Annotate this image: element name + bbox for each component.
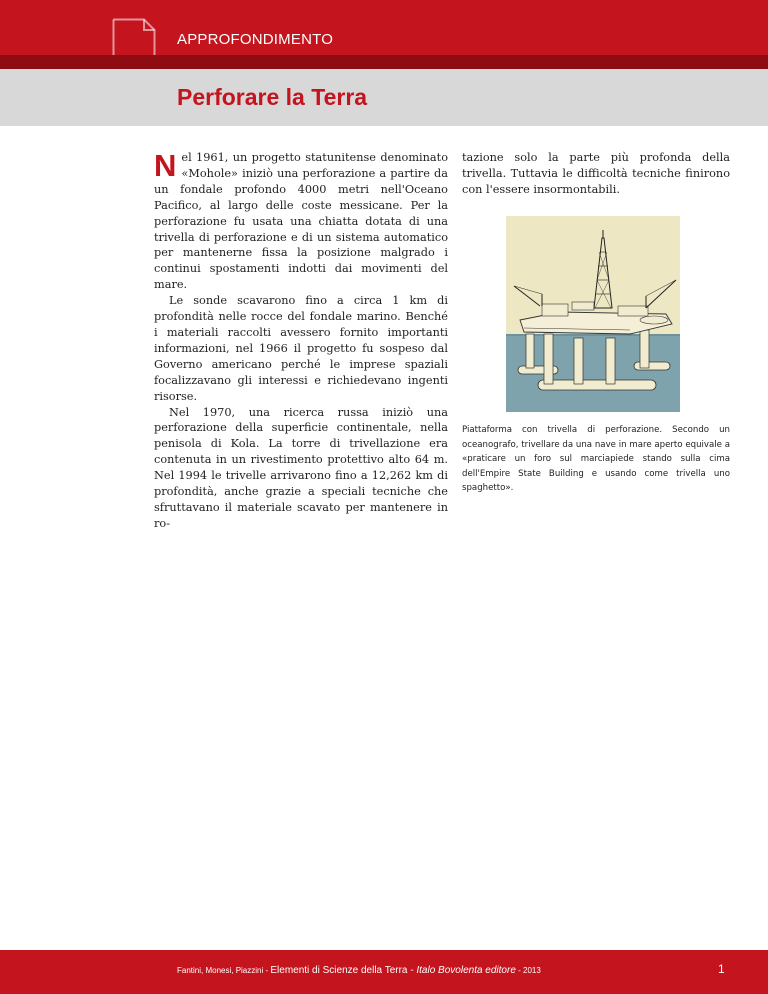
footer-authors: Fantini, Monesi, Piazzini - xyxy=(177,966,271,975)
article-column-right xyxy=(462,150,730,198)
paragraph-1-text: el 1961, un progetto statunitense denominato «Mohole» iniziò una perforazione a partire da un fondale profondo 4000 metri nell'Oceano Pacifico, al largo delle coste messicane. Per la perforazione fu usata una chiatta dotata di una trivella di perforazione e di un sistema automatico per mantenerne fissa la posizione malgrado i continui spostamenti indotti dai movimenti del mare. xyxy=(154,151,448,292)
drop-cap: N xyxy=(154,148,177,183)
footer-book-title: Elementi di Scienze della Terra xyxy=(270,965,408,976)
paragraph-3 xyxy=(154,405,448,532)
footer-year: - 2013 xyxy=(515,966,541,975)
page-number: 1 xyxy=(718,962,725,976)
footer-credits xyxy=(177,965,541,976)
paragraph-3-continued: tazione solo la parte più profonda della trivella. Tuttavia le difficoltà tecniche finirono con l'essere insormontabili. xyxy=(462,151,730,196)
platform-illustration xyxy=(506,216,680,412)
section-label: APPROFONDIMENTO xyxy=(177,31,334,48)
document-icon xyxy=(112,18,156,56)
header-strip xyxy=(0,55,768,69)
paragraph-3-text: Nel 1970, una ricerca russa iniziò una perforazione della superficie continentale, nella penisola di Kola. La torre di trivellazione era contenuta in un rivestimento protettivo alto 64 m. Nel 1994 le trivelle arrivarono fino a 12,262 km di profondità, anche grazie a speciali tecniche che sfruttavano il materiale scavato per mantenere in ro- xyxy=(154,405,448,530)
paragraph-1 xyxy=(154,150,448,293)
figure-caption: Piattaforma con trivella di perforazione. Secondo un oceanografo, trivellare da una nave in mare aperto equivale a «praticare un foro sul marciapiede stando sulla cima dell'Empire State Building e usando come trivella uno spaghetto». xyxy=(462,425,730,493)
article-column-left xyxy=(154,150,448,532)
offshore-platform-icon xyxy=(506,216,680,412)
page-title: Perforare la Terra xyxy=(177,84,368,110)
footer-publisher: - Italo Bovolenta editore xyxy=(407,965,516,976)
title-band xyxy=(0,69,768,126)
paragraph-2: Le sonde scavarono fino a circa 1 km di profondità nelle rocce del fondale marino. Benché i materiali raccolti avessero fornito importanti informazioni, nel 1966 il progetto fu sospeso dal Governo americano perché le imprese spaziali focalizzavano gli interessi e richiedevano ingenti risorse. xyxy=(154,294,448,403)
